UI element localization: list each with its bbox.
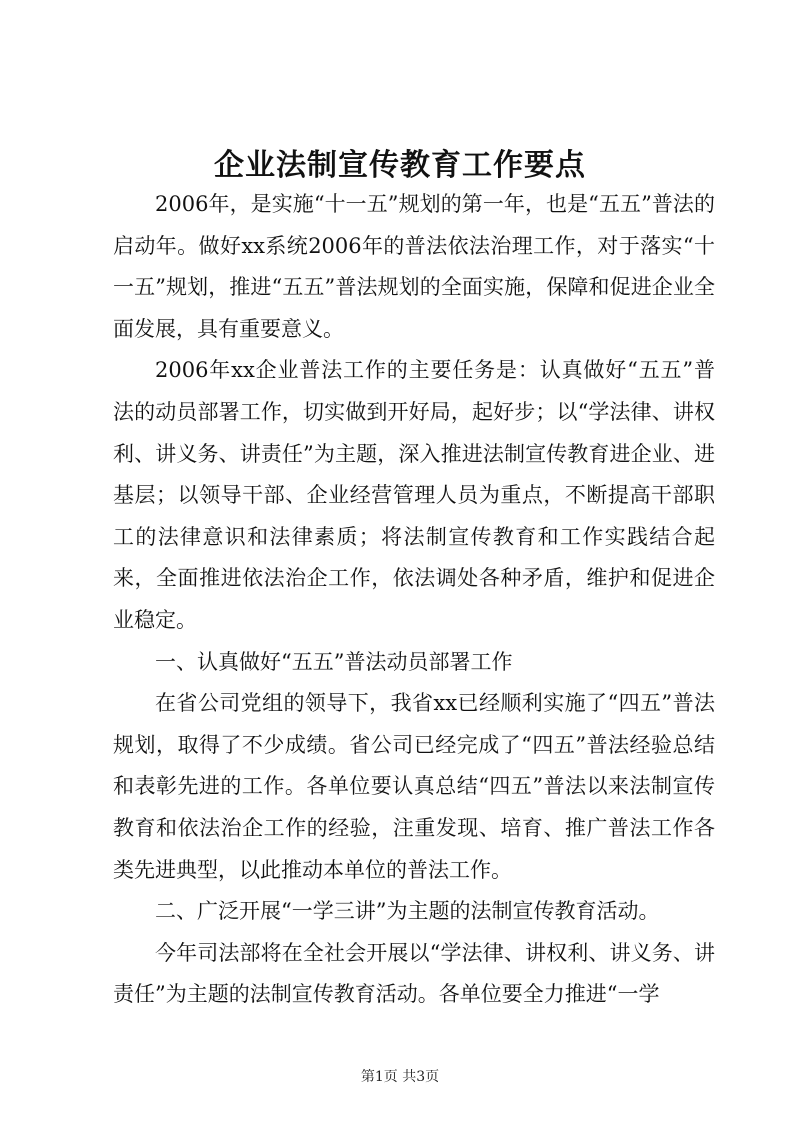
paragraph-intro: 2006年，是实施“十一五”规划的第一年，也是“五五”普法的启动年。做好xx系统2006年的普法依法治理工作，对于落实“十一五”规划，推进“五五”普法规划的全面实施，保障和促进企业全面发展，具有重要意义。 xyxy=(113,192,715,341)
page-number-footer: 第1页 共3页 xyxy=(360,1069,440,1085)
document-title: 企业法制宣传教育工作要点 xyxy=(214,148,586,183)
section-heading-2: 二、广泛开展“一学三讲”为主题的法制宣传教育活动。 xyxy=(155,899,660,924)
paragraph-section-1: 在省公司党组的领导下，我省xx已经顺利实施了“四五”普法规划，取得了不少成绩。省公司已经完成了“四五”普法经验总结和表彰先进的工作。各单位要认真总结“四五”普法以来法制宣传教育和依法治企工作的经验，注重发现、培育、推广普法工作各类先进典型，以此推动本单位的普法工作。 xyxy=(113,691,715,882)
document-body xyxy=(113,184,715,1016)
paragraph-main-tasks: 2006年xx企业普法工作的主要任务是：认真做好“五五”普法的动员部署工作，切实做到开好局，起好步；以“学法律、讲权利、讲义务、讲责任”为主题，深入推进法制宣传教育进企业、进基层；以领导干部、企业经营管理人员为重点，不断提高干部职工的法律意识和法律素质；将法制宣传教育和工作实践结合起来，全面推进依法治企工作，依法调处各种矛盾，维护和促进企业稳定。 xyxy=(113,358,715,632)
section-heading-1: 一、认真做好“五五”普法动员部署工作 xyxy=(155,649,513,674)
paragraph-section-2: 今年司法部将在全社会开展以“学法律、讲权利、讲义务、讲责任”为主题的法制宣传教育活动。各单位要全力推进“一学 xyxy=(113,940,715,1007)
